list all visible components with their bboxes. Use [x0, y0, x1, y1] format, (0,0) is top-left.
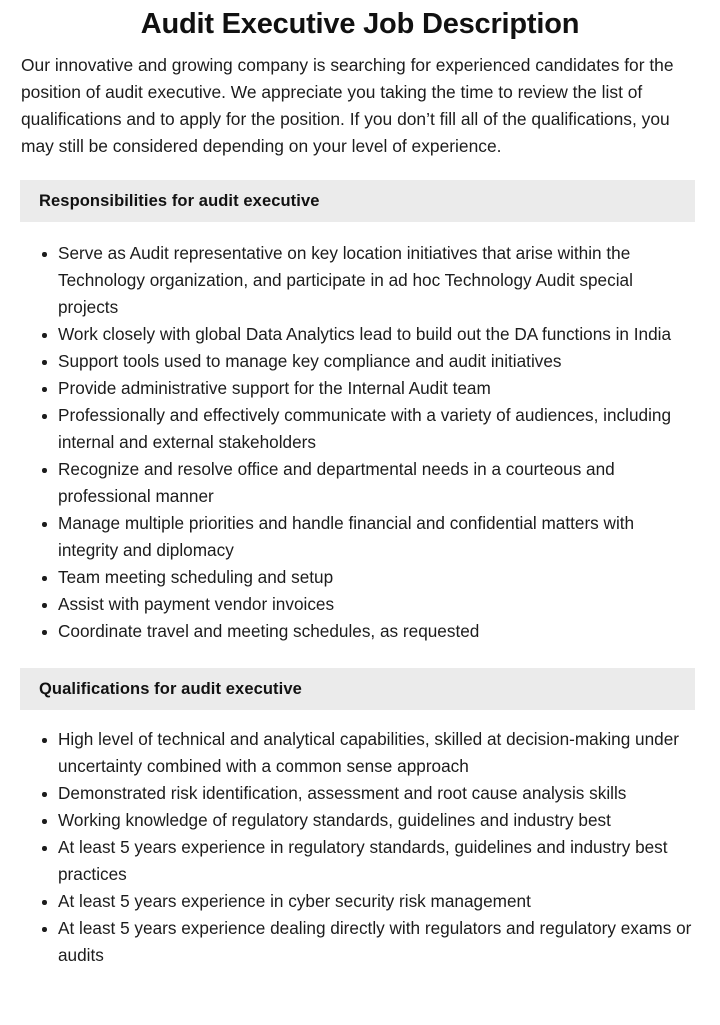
- list-item: Working knowledge of regulatory standards, guidelines and industry best: [0, 807, 696, 834]
- qualifications-list: [0, 710, 720, 969]
- section-qualifications: [0, 668, 720, 969]
- list-item: Recognize and resolve office and departmental needs in a courteous and professional manner: [0, 456, 696, 510]
- list-item: Professionally and effectively communicate with a variety of audiences, including internal and external stakeholders: [0, 402, 696, 456]
- page-title: Audit Executive Job Description: [140, 8, 580, 40]
- section-header-responsibilities: [20, 180, 695, 222]
- list-item: Work closely with global Data Analytics lead to build out the DA functions in India: [0, 321, 696, 348]
- section-heading-label: Responsibilities for audit executive: [39, 191, 320, 210]
- list-item: Assist with payment vendor invoices: [0, 591, 696, 618]
- list-item: Support tools used to manage key compliance and audit initiatives: [0, 348, 696, 375]
- list-item: Demonstrated risk identification, assessment and root cause analysis skills: [0, 780, 696, 807]
- section-heading-label: Qualifications for audit executive: [39, 679, 302, 698]
- list-item: At least 5 years experience in regulatory standards, guidelines and industry best practices: [0, 834, 696, 888]
- list-item: Team meeting scheduling and setup: [0, 564, 696, 591]
- section-header-qualifications: [20, 668, 695, 710]
- list-item: High level of technical and analytical capabilities, skilled at decision-making under uncertainty combined with a common sense approach: [0, 726, 696, 780]
- list-item: Serve as Audit representative on key location initiatives that arise within the Technology organization, and participate in ad hoc Technology Audit special projects: [0, 240, 696, 321]
- responsibilities-list: [0, 222, 720, 645]
- section-responsibilities: [0, 180, 720, 645]
- list-item: Provide administrative support for the Internal Audit team: [0, 375, 696, 402]
- list-item: At least 5 years experience dealing directly with regulators and regulatory exams or audits: [0, 915, 696, 969]
- list-item: At least 5 years experience in cyber security risk management: [0, 888, 696, 915]
- list-item: Coordinate travel and meeting schedules, as requested: [0, 618, 696, 645]
- intro-paragraph: Our innovative and growing company is searching for experienced candidates for the position of audit executive. We appreciate you taking the time to review the list of qualifications and to apply for the position. If you don’t fill all of the qualifications, you may still be considered depending on your level of experience.: [21, 55, 674, 156]
- list-item: Manage multiple priorities and handle financial and confidential matters with integrity and diplomacy: [0, 510, 696, 564]
